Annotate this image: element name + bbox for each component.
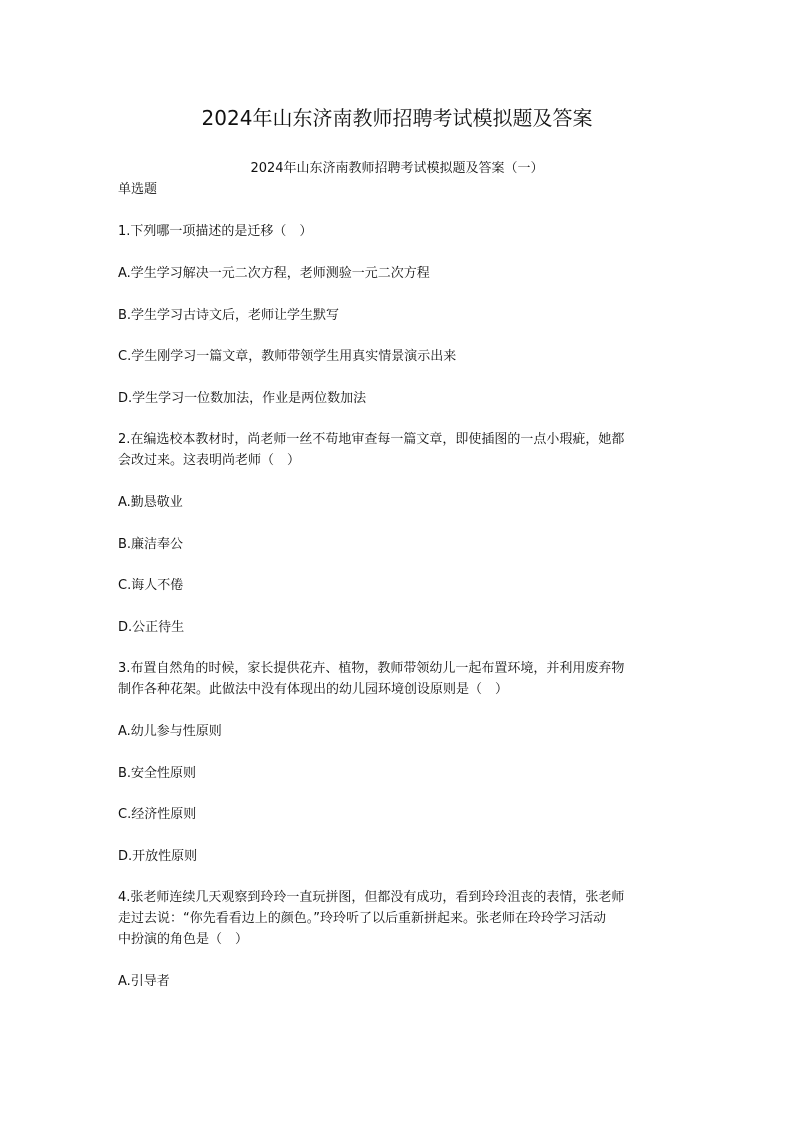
question-1-option-a: A.学生学习解决一元二次方程，老师测验一元二次方程 [118,266,430,281]
question-2-option-d: D.公正待生 [118,620,185,635]
question-3-stem-line-2: 制作各种花架。此做法中没有体现出的幼儿园环境创设原则是（ ） [118,682,509,697]
question-4-option-a: A.引导者 [118,974,170,989]
question-1-stem: 1.下列哪一项描述的是迁移（ ） [118,224,313,239]
section-label: 单选题 [118,182,158,197]
document-title: 2024年山东济南教师招聘考试模拟题及答案 [201,106,593,130]
question-3-option-b: B.安全性原则 [118,766,197,781]
question-4-stem-line-3: 中扮演的角色是（ ） [118,932,249,947]
question-2-stem-line-1: 2.在编选校本教材时，尚老师一丝不苟地审查每一篇文章，即使插图的一点小瑕疵，她都 [118,432,625,447]
question-4-stem-line-1: 4.张老师连续几天观察到玲玲一直玩拼图，但都没有成功，看到玲玲沮丧的表情，张老师 [118,890,625,905]
question-4-stem-line-2: 走过去说：“你先看看边上的颜色。”玲玲听了以后重新拼起来。张老师在玲玲学习活动 [118,911,606,926]
question-1-option-d: D.学生学习一位数加法，作业是两位数加法 [118,391,367,406]
question-2-stem-line-2: 会改过来。这表明尚老师（ ） [118,453,301,468]
question-3-option-c: C.经济性原则 [118,807,197,822]
question-3-stem-line-1: 3.布置自然角的时候，家长提供花卉、植物，教师带领幼儿一起布置环境，并利用废弃物 [118,661,625,676]
question-1-option-c: C.学生刚学习一篇文章，教师带领学生用真实情景演示出来 [118,349,457,364]
question-3-option-a: A.幼儿参与性原则 [118,724,222,739]
question-2-option-a: A.勤恳敬业 [118,495,183,510]
document-subtitle: 2024年山东济南教师招聘考试模拟题及答案（一） [250,161,544,176]
question-1-option-b: B.学生学习古诗文后，老师让学生默写 [118,308,340,323]
question-2-option-c: C.诲人不倦 [118,578,184,593]
question-2-option-b: B.廉洁奉公 [118,537,184,552]
question-3-option-d: D.开放性原则 [118,849,198,864]
